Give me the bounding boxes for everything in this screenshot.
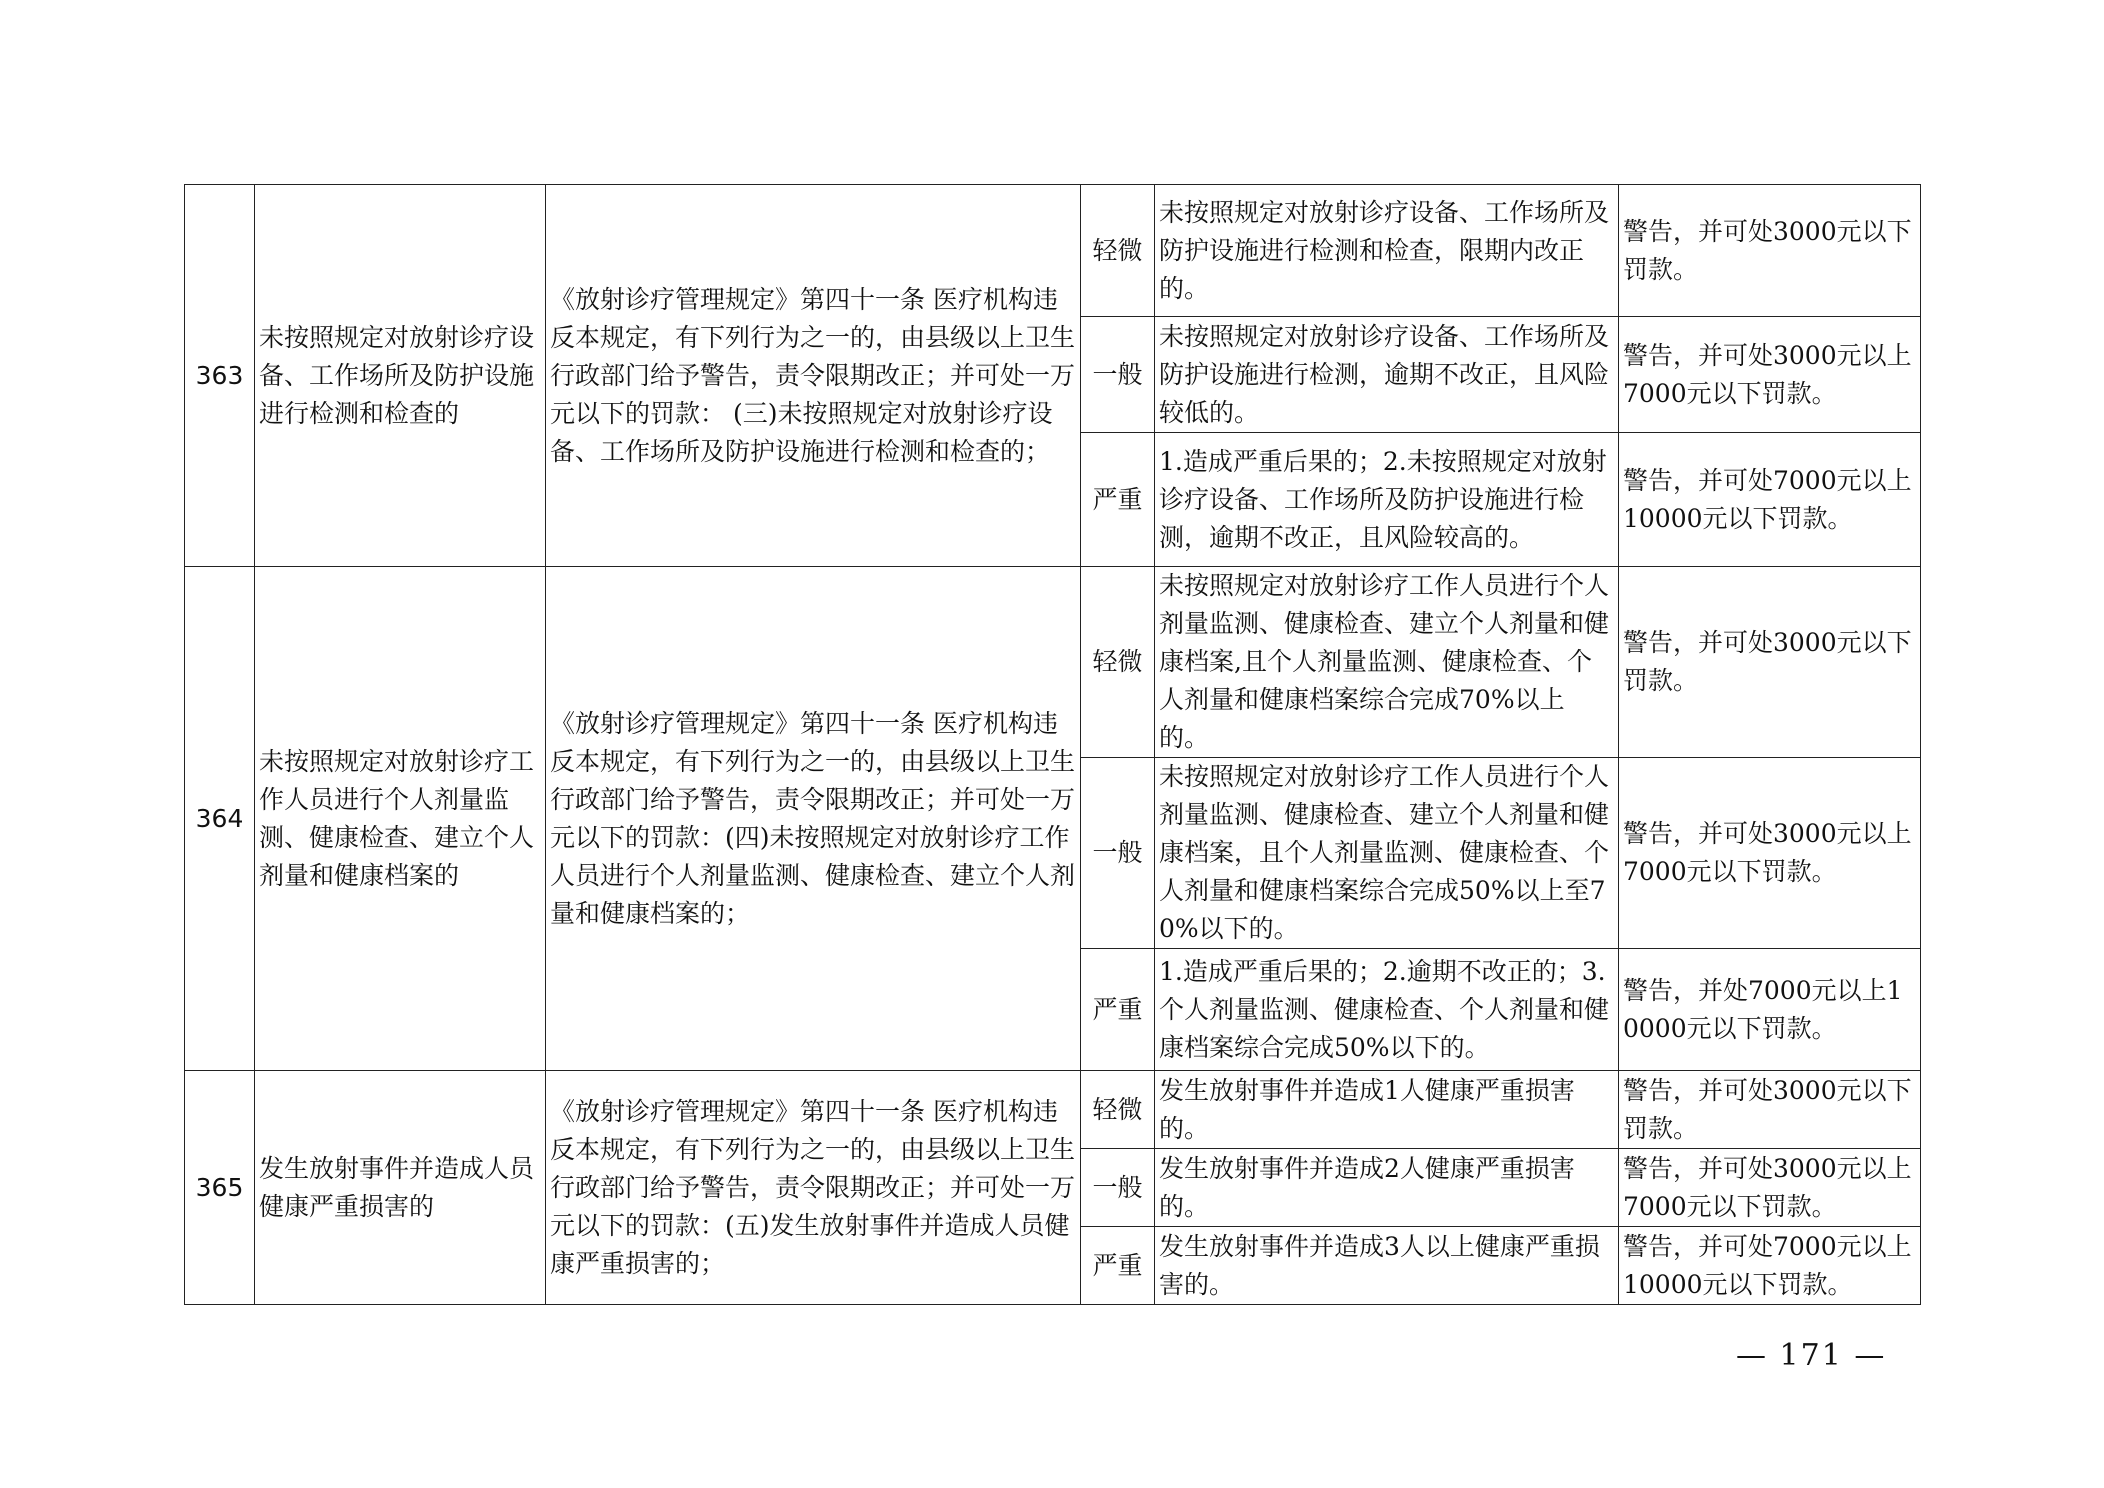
severity-level: 轻微	[1081, 567, 1155, 758]
penalty-standard: 警告，并可处3000元以下罚款。	[1619, 567, 1921, 758]
table-row	[185, 185, 1921, 317]
penalty-standard: 警告，并可处3000元以上7000元以下罚款。	[1619, 1149, 1921, 1227]
circumstance: 未按照规定对放射诊疗工作人员进行个人剂量监测、健康检查、建立个人剂量和健康档案，且个人剂量监测、健康检查、个人剂量和健康档案综合完成50%以上至70%以下的。	[1155, 758, 1619, 949]
penalty-standard-table	[184, 184, 1921, 1305]
violation-behavior: 发生放射事件并造成人员健康严重损害的	[255, 1071, 546, 1305]
penalty-standard: 警告，并可处3000元以上7000元以下罚款。	[1619, 758, 1921, 949]
circumstance: 未按照规定对放射诊疗工作人员进行个人剂量监测、健康检查、建立个人剂量和健康档案,且个人剂量监测、健康检查、个人剂量和健康档案综合完成70%以上的。	[1155, 567, 1619, 758]
circumstance: 发生放射事件并造成1人健康严重损害的。	[1155, 1071, 1619, 1149]
circumstance: 发生放射事件并造成3人以上健康严重损害的。	[1155, 1227, 1619, 1305]
circumstance: 1.造成严重后果的；2.未按照规定对放射诊疗设备、工作场所及防护设施进行检测，逾期不改正，且风险较高的。	[1155, 433, 1619, 567]
circumstance: 发生放射事件并造成2人健康严重损害的。	[1155, 1149, 1619, 1227]
item-number: 365	[185, 1071, 255, 1305]
circumstance: 未按照规定对放射诊疗设备、工作场所及防护设施进行检测，逾期不改正，且风险较低的。	[1155, 317, 1619, 433]
circumstance: 1.造成严重后果的；2.逾期不改正的；3.个人剂量监测、健康检查、个人剂量和健康档案综合完成50%以下的。	[1155, 949, 1619, 1071]
severity-level: 一般	[1081, 1149, 1155, 1227]
table-row	[185, 567, 1921, 758]
table-row	[185, 1071, 1921, 1149]
severity-level: 严重	[1081, 949, 1155, 1071]
penalty-standard: 警告，并可处3000元以上7000元以下罚款。	[1619, 317, 1921, 433]
penalty-standard: 警告，并处7000元以上10000元以下罚款。	[1619, 949, 1921, 1071]
legal-basis: 《放射诊疗管理规定》第四十一条 医疗机构违反本规定，有下列行为之一的，由县级以上卫生行政部门给予警告，责令限期改正；并可处一万元以下的罚款： (三)未按照规定对放射诊疗设备、工作场所及防护设施进行检测和检查的；	[546, 185, 1081, 567]
severity-level: 严重	[1081, 1227, 1155, 1305]
legal-basis: 《放射诊疗管理规定》第四十一条 医疗机构违反本规定，有下列行为之一的，由县级以上卫生行政部门给予警告，责令限期改正；并可处一万元以下的罚款：(四)未按照规定对放射诊疗工作人员进行个人剂量监测、健康检查、建立个人剂量和健康档案的；	[546, 567, 1081, 1071]
item-number: 363	[185, 185, 255, 567]
circumstance: 未按照规定对放射诊疗设备、工作场所及防护设施进行检测和检查，限期内改正的。	[1155, 185, 1619, 317]
violation-behavior: 未按照规定对放射诊疗设备、工作场所及防护设施进行检测和检查的	[255, 185, 546, 567]
penalty-standard: 警告，并可处3000元以下罚款。	[1619, 185, 1921, 317]
severity-level: 一般	[1081, 317, 1155, 433]
severity-level: 轻微	[1081, 1071, 1155, 1149]
page-number: — 171 —	[1736, 1338, 1887, 1373]
penalty-standard: 警告，并可处3000元以下罚款。	[1619, 1071, 1921, 1149]
item-number: 364	[185, 567, 255, 1071]
legal-basis: 《放射诊疗管理规定》第四十一条 医疗机构违反本规定，有下列行为之一的，由县级以上卫生行政部门给予警告，责令限期改正；并可处一万元以下的罚款：(五)发生放射事件并造成人员健康严重损害的；	[546, 1071, 1081, 1305]
severity-level: 一般	[1081, 758, 1155, 949]
severity-level: 轻微	[1081, 185, 1155, 317]
severity-level: 严重	[1081, 433, 1155, 567]
penalty-standard: 警告，并可处7000元以上10000元以下罚款。	[1619, 433, 1921, 567]
penalty-standard: 警告，并可处7000元以上10000元以下罚款。	[1619, 1227, 1921, 1305]
violation-behavior: 未按照规定对放射诊疗工作人员进行个人剂量监测、健康检查、建立个人剂量和健康档案的	[255, 567, 546, 1071]
